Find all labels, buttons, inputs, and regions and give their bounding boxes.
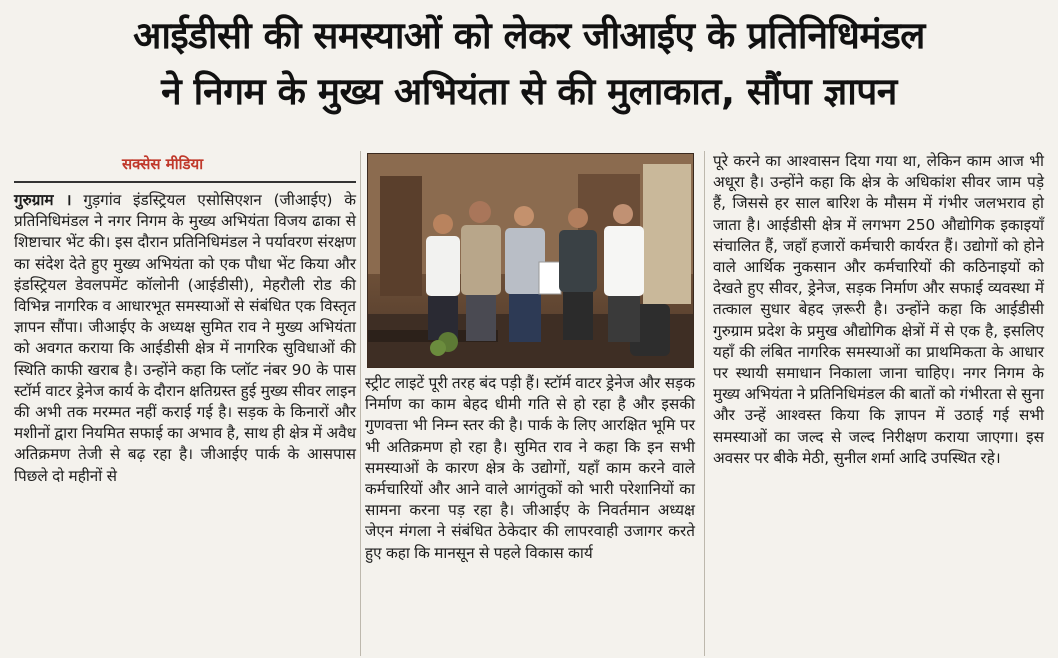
article-column-1-text: गुड़गांव इंडस्ट्रियल एसोसिएशन (जीआईए) के प्रतिनिधिमंडल ने नगर निगम के मुख्य अभियंता विजय ढाका से शिष्टाचार भेंट की। इस दौरान प्रतिनिधिमंडल ने पर्यावरण संरक्षण का संदेश देते हुए मुख्य अभियंता को एक पौधा भेंट किया और इंडस्ट्रियल डेवलपमेंट कॉलोनी (आईडीसी), मेहरौली रोड की विभिन्न नागरिक व आधारभूत समस्याओं से संबंधित एक विस्तृत ज्ञापन सौंपा। जीआईए के अध्यक्ष सुमित राव ने मुख्य अभियंता को अवगत कराया कि आईडीसी क्षेत्र में नागरिक सुविधाओं की स्थिति काफी खराब है। उन्होंने कहा कि प्लॉट नंबर 90 के पास स्टॉर्म वाटर ड्रेनेज कार्य के दौरान क्षतिग्रस्त हुई मुख्य सीवर लाइन की अभी तक मरम्मत नहीं कराई गई है। सड़क के किनारों और मशीनों द्वारा नियमित सफाई का अभाव है, साथ ही क्षेत्र में अवैध अतिक्रमण तेजी से बढ़ रहा है। जीआईए पार्क के आसपास पिछले दो महीनों से	[14, 191, 356, 485]
photo-illustration	[368, 154, 693, 367]
byline: सक्सेस मीडिया	[122, 155, 204, 173]
headline-line-2: ने निगम के मुख्य अभियंता से की मुलाकात, सौंपा ज्ञापन	[161, 70, 897, 113]
byline-rule	[14, 181, 356, 183]
dateline: गुरुग्राम ।	[14, 191, 72, 209]
article-column-2: स्ट्रीट लाइटें पूरी तरह बंद पड़ी हैं। स्टॉर्म वाटर ड्रेनेज और सड़क निर्माण का काम बेहद धीमी गति से हो रहा है और इसकी गुणवत्ता भी निम्न स्तर की है। पार्क के लिए आरक्षित भूमि पर भी अतिक्रमण हो रहा है। सुमित राव ने कहा कि इन सभी समस्याओं के कारण क्षेत्र के उद्योगों, यहाँ काम करने वाले कर्मचारियों और आने वाले आगंतुकों को भारी परेशानियों का सामना करना पड़ रहा है। जीआईए के निवर्तमान अध्यक्ष जेएन मंगला ने संबंधित ठेकेदार की लापरवाही उजागर करते हुए कहा कि मानसून से पहले विकास कार्य	[365, 374, 695, 562]
news-photo	[367, 153, 694, 368]
column-divider	[360, 151, 361, 656]
headline-line-1: आईडीसी की समस्याओं को लेकर जीआईए के प्रतिनिधिमंडल	[133, 14, 925, 57]
column-divider	[704, 151, 705, 656]
headline	[0, 8, 1058, 120]
article-column-3: पूरे करने का आश्वासन दिया गया था, लेकिन काम आज भी अधूरा है। उन्होंने कहा कि क्षेत्र के अधिकांश सीवर जाम पड़े हैं, जिससे हर साल बारिश के मौसम में गंभीर जलभराव हो जाता है। आईडीसी क्षेत्र में लगभग 250 औद्योगिक इकाइयाँ संचालित हैं, जहाँ हजारों कर्मचारी कार्यरत हैं। उद्योगों को होने वाले आर्थिक नुकसान और कर्मचारियों की कठिनाइयों को देखते हुए सीवर, ड्रेनेज, सड़क निर्माण और सफाई व्यवस्था में तत्काल सुधार बेहद ज़रूरी है। उन्होंने कहा कि आईडीसी गुरुग्राम प्रदेश के प्रमुख औद्योगिक क्षेत्रों में से एक है, इसलिए यहाँ की लंबित नागरिक समस्याओं का प्राथमिकता के आधार पर स्थायी समाधान निकाला जाना चाहिए। नगर निगम के मुख्य अभियंता ने प्रतिनिधिमंडल की बातों को गंभीरता से सुना और उन्हें आश्वस्त किया कि ज्ञापन में उठाई गई सभी समस्याओं का जल्द से जल्द निरीक्षण कराया जाएगा। इस अवसर पर बीके मेठी, सुनील शर्मा आदि उपस्थित रहे।	[713, 152, 1044, 467]
article-column-1	[14, 190, 356, 487]
